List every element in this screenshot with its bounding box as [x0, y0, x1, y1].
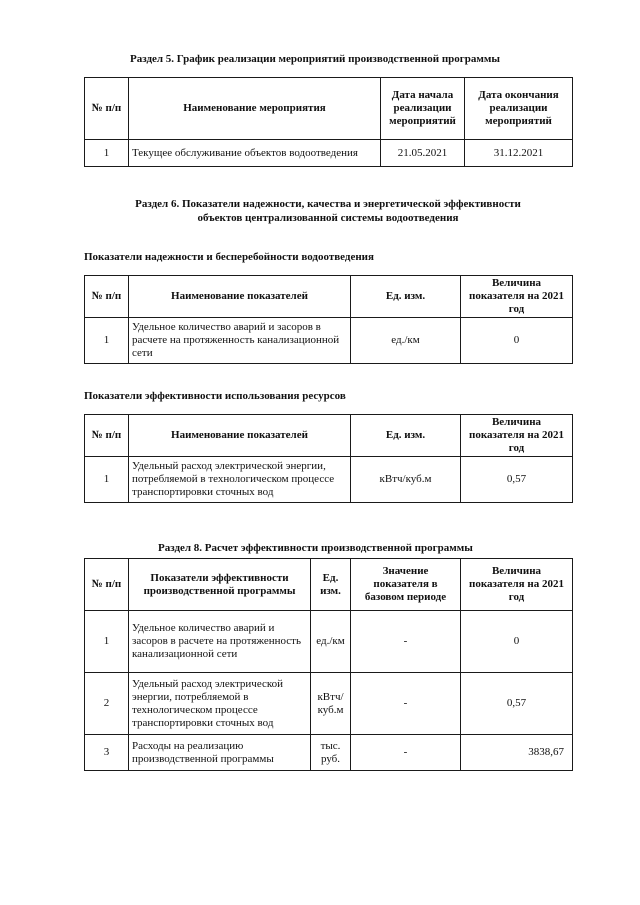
header-value: Величина показателя на 2021 год [461, 559, 573, 611]
cell-name: Текущее обслуживание объектов водоотведения [129, 140, 381, 167]
cell-base: - [351, 611, 461, 673]
header-name: Наименование показателей [129, 276, 351, 318]
header-num: № п/п [85, 78, 129, 140]
cell-name: Удельное количество аварий и засоров в расчете на протяженность канализационной сети [129, 318, 351, 364]
cell-num: 1 [85, 457, 129, 503]
header-unit: Ед. изм. [351, 276, 461, 318]
table-row [85, 611, 573, 673]
table-row [85, 140, 573, 167]
cell-end-date: 31.12.2021 [465, 140, 573, 167]
section8-table [84, 558, 573, 771]
table-row [85, 318, 573, 364]
header-name: Наименование мероприятия [129, 78, 381, 140]
header-value: Величина показателя на 2021 год [461, 276, 573, 318]
header-end-date: Дата окончания реализации мероприятий [465, 78, 573, 140]
header-name: Показатели эффективности производственной программы [129, 559, 311, 611]
cell-value: 0 [461, 611, 573, 673]
table-header-row [85, 78, 573, 140]
cell-base: - [351, 735, 461, 771]
cell-name: Удельный расход электрической энергии, потребляемой в технологическом процессе транспортировки сточных вод [129, 457, 351, 503]
cell-unit: кВтч/ куб.м [311, 673, 351, 735]
section5-table [84, 77, 573, 167]
table-row [85, 457, 573, 503]
table-header-row [85, 276, 573, 318]
cell-unit: ед./км [311, 611, 351, 673]
section5-title: Раздел 5. График реализации мероприятий производственной программы [130, 53, 500, 65]
section8-title: Раздел 8. Расчет эффективности производственной программы [158, 542, 473, 554]
header-value: Величина показателя на 2021 год [461, 415, 573, 457]
header-num: № п/п [85, 559, 129, 611]
cell-name: Расходы на реализацию производственной программы [129, 735, 311, 771]
table-header-row [85, 559, 573, 611]
header-unit: Ед. изм. [311, 559, 351, 611]
cell-num: 2 [85, 673, 129, 735]
cell-start-date: 21.05.2021 [381, 140, 465, 167]
table-row [85, 735, 573, 771]
section6-title [84, 197, 572, 225]
section6-title-line1: Раздел 6. Показатели надежности, качества и энергетической эффективности [135, 198, 521, 210]
cell-num: 1 [85, 611, 129, 673]
cell-unit: ед./км [351, 318, 461, 364]
header-name: Наименование показателей [129, 415, 351, 457]
cell-value: 0,57 [461, 457, 573, 503]
cell-unit: тыс. руб. [311, 735, 351, 771]
reliability-table [84, 275, 573, 364]
header-num: № п/п [85, 276, 129, 318]
cell-base: - [351, 673, 461, 735]
table-row [85, 673, 573, 735]
header-base: Значение показателя в базовом периоде [351, 559, 461, 611]
cell-value: 0,57 [461, 673, 573, 735]
header-unit: Ед. изм. [351, 415, 461, 457]
header-num: № п/п [85, 415, 129, 457]
cell-name: Удельный расход электрической энергии, потребляемой в технологическом процессе транспортировки сточных вод [129, 673, 311, 735]
cell-name: Удельное количество аварий и засоров в расчете на протяженность канализационной сети [129, 611, 311, 673]
header-start-date: Дата начала реализации мероприятий [381, 78, 465, 140]
table-header-row [85, 415, 573, 457]
section6-title-line2: объектов централизованной системы водоотведения [197, 212, 459, 224]
cell-value: 3838,67 [461, 735, 573, 771]
cell-value: 0 [461, 318, 573, 364]
reliability-title: Показатели надежности и бесперебойности водоотведения [84, 251, 374, 263]
cell-num: 1 [85, 318, 129, 364]
cell-num: 1 [85, 140, 129, 167]
cell-unit: кВтч/куб.м [351, 457, 461, 503]
efficiency-title: Показатели эффективности использования ресурсов [84, 390, 346, 402]
efficiency-table [84, 414, 573, 503]
cell-num: 3 [85, 735, 129, 771]
